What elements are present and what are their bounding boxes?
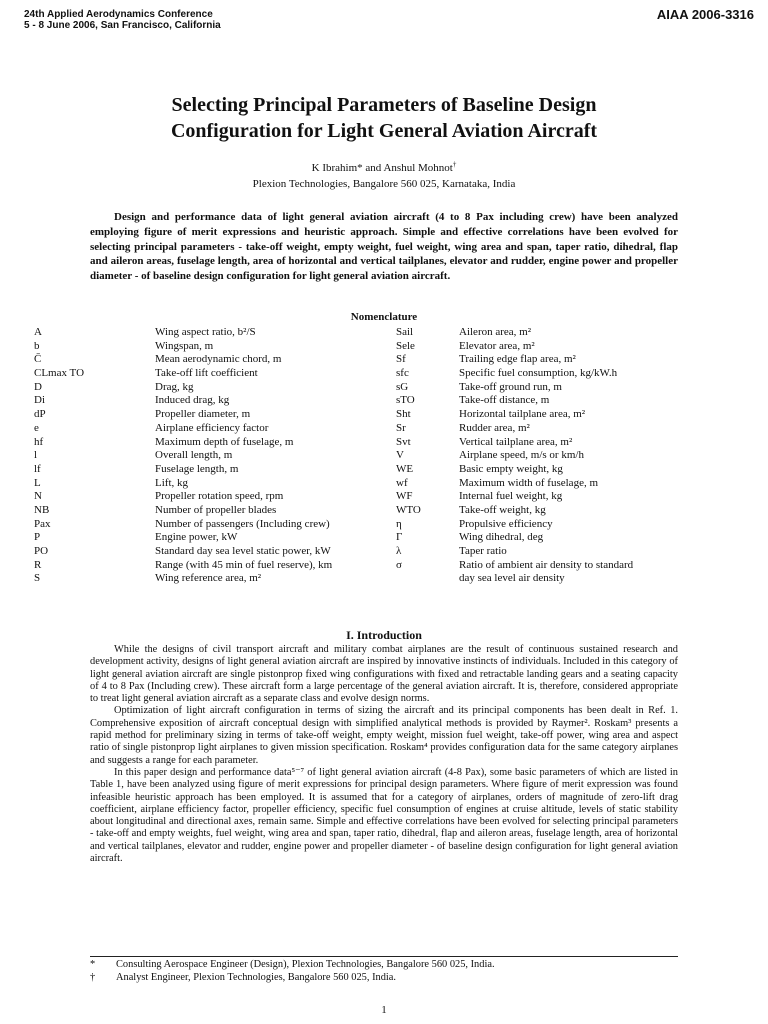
- nomenclature-symbol: dP: [34, 408, 46, 421]
- nomenclature-row: [396, 408, 736, 422]
- nomenclature-description: Maximum depth of fuselage, m: [155, 435, 294, 448]
- nomenclature-description: Taper ratio: [459, 545, 507, 557]
- nomenclature-row: [34, 518, 374, 532]
- nomenclature-row: [396, 531, 736, 545]
- nomenclature-row: [396, 436, 736, 450]
- introduction-body: [90, 644, 678, 865]
- nomenclature-row: [396, 559, 736, 573]
- nomenclature-symbol: PO: [34, 545, 49, 557]
- nomenclature-left-column: [34, 326, 374, 586]
- nomenclature-symbol: lf: [34, 462, 41, 475]
- nomenclature-row: [396, 422, 736, 436]
- nomenclature-description: Basic empty weight, kg: [459, 462, 563, 475]
- nomenclature-symbol: Svt: [396, 435, 411, 448]
- author-1: K Ibrahim*: [311, 162, 363, 174]
- nomenclature-symbol: Sht: [396, 408, 411, 421]
- footnote-2-text: Analyst Engineer, Plexion Technologies, Bangalore 560 025, India.: [116, 972, 397, 983]
- nomenclature-row: [396, 394, 736, 408]
- nomenclature-symbol: sG: [396, 380, 409, 393]
- nomenclature-description: Elevator area, m²: [459, 339, 535, 352]
- abstract: Design and performance data of light general aviation aircraft (4 to 8 Pax including crew) have been analyzed employing figure of merit expressions and heuristic approach. Simple and effective correlations have been evolved for selecting principal parameters - take-off weight, empty weight, fuel weight, wing area and span, taper ratio, dihedral, flap and aileron areas, fuselage length, area of horizontal and vertical tailplanes, elevator and rudder, engine power and propeller diameter - of baseline design configuration for light general aviation aircraft.: [90, 211, 678, 283]
- nomenclature-symbol: σ: [396, 558, 402, 571]
- nomenclature-row: [34, 490, 374, 504]
- nomenclature-symbol: l: [34, 449, 38, 462]
- nomenclature-row: [396, 449, 736, 463]
- nomenclature-symbol: D: [34, 380, 42, 393]
- nomenclature-row: [34, 326, 374, 340]
- nomenclature-symbol: hf: [34, 435, 44, 448]
- nomenclature-right-column: [396, 326, 736, 586]
- nomenclature-row: [34, 353, 374, 367]
- nomenclature-symbol: η: [396, 517, 402, 530]
- nomenclature-row: [396, 463, 736, 477]
- nomenclature-symbol: Sele: [396, 339, 415, 352]
- nomenclature-description: Drag, kg: [155, 380, 194, 393]
- nomenclature-symbol: N: [34, 490, 42, 503]
- nomenclature-symbol: e: [34, 421, 39, 434]
- nomenclature-description: Take-off distance, m: [459, 394, 550, 407]
- nomenclature-description: Aileron area, m²: [459, 326, 532, 338]
- nomenclature-description: Rudder area, m²: [459, 421, 530, 434]
- nomenclature-description: Propulsive efficiency: [459, 517, 553, 530]
- nomenclature-row: [396, 326, 736, 340]
- nomenclature-row: [34, 463, 374, 477]
- footnote-2-mark: †: [90, 972, 96, 983]
- nomenclature-description: Airplane speed, m/s or km/h: [459, 449, 584, 462]
- nomenclature-row: [396, 504, 736, 518]
- nomenclature-row: [396, 518, 736, 532]
- nomenclature-description: Lift, kg: [155, 476, 188, 489]
- nomenclature-symbol: Sf: [396, 353, 406, 366]
- nomenclature-description: Engine power, kW: [155, 531, 238, 544]
- author-2: Anshul Mohnot: [383, 162, 453, 174]
- nomenclature-symbol: A: [34, 326, 42, 338]
- nomenclature-row: [34, 422, 374, 436]
- nomenclature-row: [34, 408, 374, 422]
- nomenclature-row: [34, 340, 374, 354]
- nomenclature-row: [396, 490, 736, 504]
- nomenclature-description: Number of passengers (Including crew): [155, 517, 330, 530]
- nomenclature-symbol: NB: [34, 503, 50, 516]
- nomenclature-description: Range (with 45 min of fuel reserve), km: [155, 558, 333, 571]
- nomenclature-description: Airplane efficiency factor: [155, 421, 269, 434]
- nomenclature-row: [34, 449, 374, 463]
- nomenclature-symbol: WF: [396, 490, 413, 503]
- footnote-1: [90, 958, 678, 971]
- footnote-2: [90, 971, 678, 984]
- nomenclature-row: [34, 394, 374, 408]
- nomenclature-description: Vertical tailplane area, m²: [459, 435, 573, 448]
- nomenclature-row: [396, 340, 736, 354]
- conference-header: [24, 9, 221, 31]
- nomenclature-description: Trailing edge flap area, m²: [459, 353, 576, 366]
- nomenclature-symbol: Di: [34, 394, 45, 407]
- footnotes: [90, 956, 678, 984]
- nomenclature-description: day sea level air density: [459, 572, 565, 585]
- nomenclature-description: Internal fuel weight, kg: [459, 490, 563, 503]
- nomenclature-description: Standard day sea level static power, kW: [155, 545, 331, 557]
- nomenclature-row: [396, 353, 736, 367]
- title-line-1: Selecting Principal Parameters of Baseline Design: [171, 94, 597, 116]
- nomenclature-title: Nomenclature: [350, 311, 418, 323]
- nomenclature-symbol: Sr: [396, 421, 406, 434]
- author-2-mark: †: [452, 160, 457, 169]
- nomenclature-description: Propeller rotation speed, rpm: [155, 490, 284, 503]
- nomenclature-row: [34, 531, 374, 545]
- footnote-1-text: Consulting Aerospace Engineer (Design), Plexion Technologies, Bangalore 560 025, India.: [116, 959, 495, 970]
- section-title-introduction: I. Introduction: [346, 628, 422, 642]
- nomenclature-symbol: wf: [396, 476, 408, 489]
- nomenclature-row: [34, 477, 374, 491]
- nomenclature-symbol: V: [396, 449, 404, 462]
- conference-date-location: 5 - 8 June 2006, San Francisco, California: [24, 20, 221, 31]
- nomenclature-symbol: S: [34, 572, 41, 585]
- nomenclature-symbol: WTO: [396, 503, 421, 516]
- nomenclature-row: [34, 381, 374, 395]
- nomenclature-symbol: Pax: [34, 517, 51, 530]
- nomenclature-row: [396, 572, 736, 586]
- nomenclature-description: Propeller diameter, m: [155, 408, 251, 421]
- nomenclature-row: [396, 477, 736, 491]
- nomenclature-description: Mean aerodynamic chord, m: [155, 353, 282, 366]
- nomenclature-row: [34, 436, 374, 450]
- nomenclature-symbol: λ: [396, 545, 402, 557]
- paper-id: AIAA 2006-3316: [656, 7, 754, 22]
- nomenclature-row: [396, 381, 736, 395]
- nomenclature-row: [396, 545, 736, 559]
- nomenclature-description: Take-off weight, kg: [459, 503, 546, 516]
- nomenclature-description: Wing aspect ratio, b²/S: [155, 326, 256, 338]
- nomenclature-description: Wingspan, m: [155, 339, 214, 352]
- nomenclature-description: Induced drag, kg: [155, 394, 230, 407]
- paper-title: [60, 92, 708, 144]
- intro-paragraph-1: While the designs of civil transport aircraft and military combat airplanes are the result of continuous sustained research and development activity, designs of light general aviation aircraft are inspired by innovative instincts of individuals. Included in this category of light general aviation aircraft are single pistonprop fixed wing configurations with fixed and retractable landing gears and a seating capacity of 4 to 8 Pax (Including crew). These aircraft form a large percentage of the general aviation aircraft. It is, therefore, considered appropriate to treat light general aviation aircraft as a separate class and evolve design norms.: [90, 644, 678, 705]
- nomenclature-row: [34, 367, 374, 381]
- nomenclature-symbol: R: [34, 558, 42, 571]
- conference-name: 24th Applied Aerodynamics Conference: [24, 9, 213, 20]
- nomenclature-row: [34, 545, 374, 559]
- nomenclature-description: Number of propeller blades: [155, 503, 277, 516]
- nomenclature-symbol: b: [34, 339, 40, 352]
- nomenclature-symbol: Sail: [396, 326, 414, 338]
- affiliation: Plexion Technologies, Bangalore 560 025, Karnataka, India: [252, 178, 516, 190]
- page-number: 1: [381, 1004, 387, 1016]
- nomenclature-description: Wing dihedral, deg: [459, 531, 544, 544]
- intro-paragraph-3: In this paper design and performance data⁵⁻⁷ of light general aviation aircraft (4-8 Pax), some basic parameters of which are listed in Table 1, have been analyzed using figure of merit expressions for principal design parameters. Where figure of merit expression was found infeasible heuristic approach has been employed. It is assumed that for a category of airplanes, orders of magnitude of zero-lift drag coefficient, airplane efficiency factor, propeller efficiency, specific fuel consumption of engines at cruise altitude, levels of static stability about longitudinal and directional axes, remain same. Simple and effective correlations have been evolved for selecting principal parameters - take-off and empty weights, fuel weight, wing area and span, taper ratio, dihedral, flap and aileron areas, fuselage length, area of horizontal and vertical tailplanes, elevator and rudder, engine power and propeller diameter - of baseline design configuration for light general aviation aircraft.: [90, 766, 678, 865]
- nomenclature-symbol: CLmax TO: [34, 367, 85, 380]
- nomenclature-description: Take-off lift coefficient: [155, 367, 258, 380]
- nomenclature-description: Horizontal tailplane area, m²: [459, 408, 586, 421]
- nomenclature-description: Wing reference area, m²: [155, 572, 262, 585]
- nomenclature-row: [34, 572, 374, 586]
- nomenclature-symbol: L: [34, 476, 41, 489]
- nomenclature-symbol: WE: [396, 462, 414, 475]
- title-line-2: Configuration for Light General Aviation Aircraft: [170, 120, 598, 142]
- intro-paragraph-2: Optimization of light aircraft configuration in terms of sizing the aircraft and its principal components has been dealt in Ref. 1. Comprehensive exposition of aircraft conceptual design with simplified analytical methods is provided by Raymer². Roskam³ presents a rapid method for preliminary sizing in terms of take-off weight, empty weight, mission fuel weight, take-off power, wing area and aspect ratio of single pistonprop light airplanes to given mission specification. Roskam⁴ provides configuration data for the same category airplanes and suggests a range for each parameter.: [90, 705, 678, 766]
- nomenclature-row: [396, 367, 736, 381]
- authors: [60, 162, 708, 175]
- nomenclature-symbol: sTO: [396, 394, 415, 407]
- footnote-1-mark: *: [90, 959, 96, 970]
- nomenclature-description: Take-off ground run, m: [459, 380, 562, 393]
- nomenclature-description: Ratio of ambient air density to standard: [459, 558, 634, 571]
- nomenclature-symbol: sfc: [396, 367, 409, 380]
- nomenclature-description: Overall length, m: [155, 449, 233, 462]
- nomenclature-description: Maximum width of fuselage, m: [459, 476, 599, 489]
- nomenclature-symbol: C̄: [34, 353, 42, 366]
- nomenclature-row: [34, 559, 374, 573]
- nomenclature-row: [34, 504, 374, 518]
- nomenclature-symbol: P: [34, 531, 41, 544]
- nomenclature-description: Fuselage length, m: [155, 462, 239, 475]
- author-conjunction: and: [365, 162, 382, 174]
- nomenclature-description: Specific fuel consumption, kg/kW.h: [459, 367, 618, 380]
- nomenclature-symbol: Γ: [396, 531, 403, 544]
